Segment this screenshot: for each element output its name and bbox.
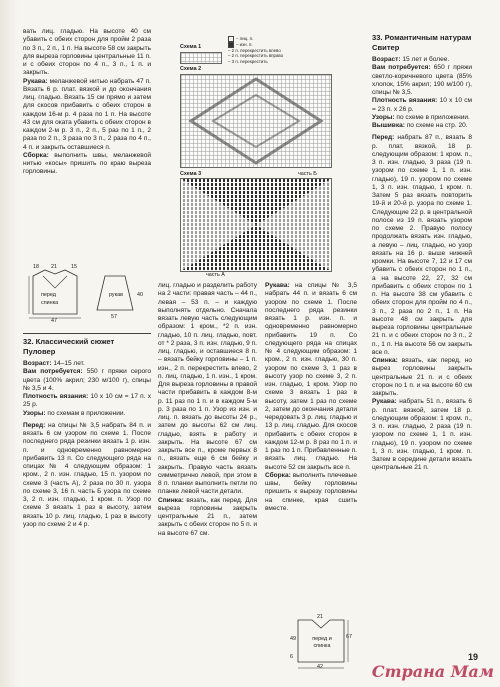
assembly-label-32: Сборка:: [265, 471, 291, 479]
back-text-32: вязать, как перед. Для выреза горловины закрыть центральные 21 п., затем закрыть с обеих сторон по 5 п. и на высоте 67 см.: [158, 496, 257, 537]
section-33-subtitle: Свитер: [372, 42, 400, 52]
front-label-33: Перед:: [372, 134, 395, 142]
age-value: 14–15 лет.: [51, 360, 85, 367]
scheme-1-grid: [180, 52, 222, 64]
dim-3: 15: [71, 264, 77, 270]
section-divider: [23, 333, 151, 334]
section-32: [23, 337, 151, 529]
back-label: спинка: [41, 300, 59, 306]
top-21: 21: [317, 614, 323, 620]
embroidery-label: Вышивка:: [372, 122, 405, 129]
patterns-label-33: Узоры:: [372, 113, 395, 121]
dim-1: 18: [33, 264, 39, 270]
scheme-2-grid: [180, 74, 332, 168]
assembly-text-32: выполнить плечевые швы, бейку горловины пришить к вырезу горловины на спинке, края сшить вместе.: [265, 471, 357, 512]
materials-label-33: Вам потребуется:: [372, 64, 431, 72]
watermark-logo: Страна Мам: [371, 662, 494, 681]
width-57: 57: [111, 314, 117, 320]
height-49: 49: [290, 636, 296, 642]
back-label-32: Спинка:: [158, 496, 184, 504]
legend-knit: – лиц. п.: [236, 36, 254, 42]
age-label: Возраст:: [23, 360, 52, 367]
front-back-diagram: [290, 614, 352, 672]
materials-value-33: 650 г пряжи светло-коричневого цвета (85% хлопок, 15% акрил; 190 м/100 г), спицы № 3,5.: [372, 64, 472, 96]
legend-cross-3: – 3 п. перекрестить: [228, 58, 268, 64]
age-value-33: 15 лет и более.: [400, 56, 450, 63]
patterns-value-33: по схеме в приложении.: [394, 113, 470, 121]
density-value-33: 10 х 10 см = 23 п. х 26 р.: [372, 97, 473, 113]
materials-label: Вам потребуется:: [23, 368, 83, 376]
assembly-text: выполнить швы, меланжевой нитью «косы» пришить по краю выреза горловины.: [23, 151, 151, 176]
legend-cross-left: – 2 п. перекрестить влево: [228, 48, 281, 53]
front-back-label: перед и спинка: [312, 636, 332, 649]
materials-value: 550 г пряжи серого цвета (100% акрил; 230 м/100 г), спицы № 3,5 и 4.: [23, 368, 151, 392]
height-6: 6: [290, 654, 293, 660]
legend-purl: – изн. п.: [236, 42, 253, 48]
column-3: [265, 282, 357, 513]
density-value: 10 х 10 см = 17 п. х 25 р.: [23, 393, 151, 409]
sleeves-text-33: набрать 51 п., вязать 6 р. плат. вязкой, затем 18 р. следующим образом: 1 кром. п., 3 п. изн. гладью, 2 раза (19 п. узором по схеме 1, 1 п. изн. гладью), 19 п. узором по схеме 1, 3 п. изн. гладью, 1 кром. п. Затем в середине детали вязать центральные 21 п.: [372, 398, 472, 472]
legend-cross-right: – 2 п. перекрестить вправо: [228, 53, 284, 59]
width-42: 42: [317, 664, 323, 670]
front-text-33: набрать 87 п., вязать 8 р. плат. вязкой, 18 р. следующим образом: 1 кром. п., 3 п. изн. гладью, 3 раза (19 п. узором по схеме 1, 1 п. изн. гладью), 19 п. узором по схеме 1, 3 п. изн. гладью, 1 кром. п. Затем 5 раз вязать повторить 19-й и 20-й р. узора по схеме 1. Следующие 22 р. в центральной полосе из 19 п. вязать узором по схеме 2. Правую полосу продолжать вязать изн. гладью, а левую – лиц. гладью, но узор вязать на 16 р. выше нижней кромки. На высоте 7, 12 и 17 см убавить с обеих сторон по 1 п., а на высоте 22, 27, 32 см прибавить с обеих сторон по 1 п. На высоте 38 см убавить с обеих сторон для пройм по 4 п., 3 п., 2 раза по 2 п., 1 п. На высоте 48 см закрыть для выреза горловины центральные 21 п. и с обеих сторон по 3 п., 2 п., 1 п. На высоте 56 см закрыть все п.: [372, 134, 472, 356]
sleeves-text-32: на спицы № 3,5 набрать 44 п. и вязать 6 см узором по схеме 1. После последнего ряда резинки вязать 1 р. изн. п. и одновременно равномерно прибавить 19 п. Со следующего ряда на спицах № 4 следующим образом: 1 кром., 2 п. изн. гладью, 30 п. узором по схеме 3, 1 раз в высоту узор по схеме 3, 2 п. изн. гладью, 1 кром. Узор по схеме 3 вязать 1 раз в высоту, затем 1 раз по схеме 2, затем до окончания детали чередовать 3 р. лиц. гладью и 13 р. лиц. гладью. Для скосов прибавить с обеих сторон в каждом 12-м р. 8 раз по 1 п. и 1 раз по 1 п. Прибавленные п. вязать лиц. гладью. На высоте 52 см закрыть все п.: [265, 282, 357, 471]
sleeves-label-32: Рукава:: [265, 282, 290, 289]
patterns-value: по схемам в приложении.: [45, 409, 126, 417]
column-2: [158, 282, 257, 538]
front-text-32: на спицы № 3,5 набрать 84 п. и вязать 6 см узором по схеме 1. После последнего ряда резинки вязать 1 р. изн. п. и одновременно равномерно прибавить 13 п. Со следующего ряда на спицах № 4 следующим образом: 1 кром., 2 п. изн. гладью, 15 п. узором по схеме 3 (часть А), 2 раза по 30 п. узора по схеме 3, 16 п. часть Б узора по схеме 3, 2 п. изн. гладью, 1 кром. п. Узор по схеме 3 вязать 1 раз в высоту, затем вязать 10 р. лиц. гладью, 1 раз в высоту узор по схеме 2 и 4 р.: [23, 421, 151, 528]
patterns-label: Узоры:: [23, 409, 46, 417]
part-b-label: часть Б: [298, 171, 317, 177]
height-40: 40: [137, 292, 143, 298]
dim-2: 21: [51, 264, 57, 270]
density-label: Плотность вязания:: [23, 393, 89, 400]
pattern-diagram-32: [25, 262, 151, 324]
scheme-3-motif: [181, 179, 331, 271]
col2-text: лиц. гладью и разделить работу на 2 части: правая часть – 44 п., левая – 53 п. – и каждую выполнять отдельно. Сначала вязать левую часть следующим образом: 1 кром., *2 п. изн. гладью, 10 п. лиц. гладью, повт. от * 2 раза, 3 п. изн. гладью, 9 п. лиц. гладью, и оставшиеся 8 п. – вязать бейку горловины – 1 п. изн., 2 п. перекрестить влево, 2 п. лиц. гладью, 1 п. изн., 1 кром. Для выреза горловины в правой части прибавить в каждом 8-м р. 11 раз по 1 п. и в каждом 5-м р. 3 раза по 1 п. Узор из изн. и лиц. п. вязать до высоты 24 р., затем до высоты 62 см лиц. гладью, взять в работу и закрыть. На высоте 67 см закрыть все п., кроме первых 8 п., вязать еще 6 см бейку и закрыть. Правую часть вязать симметрично левой, при этом в 8 п. планки выполнить петли по планке левой части детали.: [158, 282, 257, 496]
scheme-2-title: Схема 2: [180, 66, 202, 72]
page-number: 19: [467, 652, 478, 662]
front-label: перед: [41, 292, 56, 298]
assembly-label: Сборка:: [23, 151, 49, 159]
section-33-title: 33. Романтичным натурам: [372, 33, 472, 42]
sleeves-text: меланжевой нитью набрать 47 п. Вязать 6 р. плат. вязкой и до окончания лиц. гладью. Вязать 15 см прямо и затем для скосов прибавить с обеих сторон в каждом 16-м р. 4 раза по 1 п. На высоте 43 см для оката убавить с обеих сторон в каждом 2-м р. 3 п., 2 п., 5 раз по 1 п., 2 раза по 2 п., 3 раза по 3 п., 2 раза по 4 п., 4 п. и закрыть оставшиеся п.: [23, 77, 151, 151]
age-label-33: Возраст:: [372, 56, 401, 63]
height-67: 67: [346, 634, 352, 640]
part-a-label: часть А: [206, 272, 225, 278]
section-32-subtitle: Пуловер: [23, 346, 56, 356]
scheme-3-title: Схема 3: [180, 171, 202, 177]
back-text-33: вязать, как перед, но вырез горловины закрыть центральные 21 п. и с обеих сторон по 1 п. и на высоте 60 см закрыть.: [372, 357, 472, 397]
scheme-legend: [228, 36, 290, 64]
scheme-1-title: Схема 1: [180, 44, 202, 50]
section-32-title: 32. Классический сюжет: [23, 337, 115, 346]
scheme-3-grid: [180, 178, 332, 272]
column-1: [23, 28, 151, 177]
embroidery-value: по схеме на стр. 20.: [404, 122, 468, 129]
column-4: [372, 33, 472, 473]
sleeves-label-33: Рукава:: [372, 398, 397, 406]
back-label-33: Спинка:: [372, 357, 398, 364]
sleeve-label: рукав: [109, 292, 123, 298]
density-label-33: Плотность вязания:: [372, 97, 438, 105]
front-label-32: Перед:: [23, 421, 46, 429]
width-47: 47: [51, 318, 57, 324]
front-continued-text: вать лиц. гладью. На высоте 40 см убавить с обеих сторон для пройм 2 раза по 3 п., 2 п., 1 п. На высоте 58 см закрыть для выреза горловины центральные 11 п. и с обеих сторон по 4 п., 3 п., 1 п. и закрыть.: [23, 28, 151, 77]
sleeves-label: Рукава:: [23, 77, 48, 85]
scheme-2-motif: [181, 75, 331, 167]
